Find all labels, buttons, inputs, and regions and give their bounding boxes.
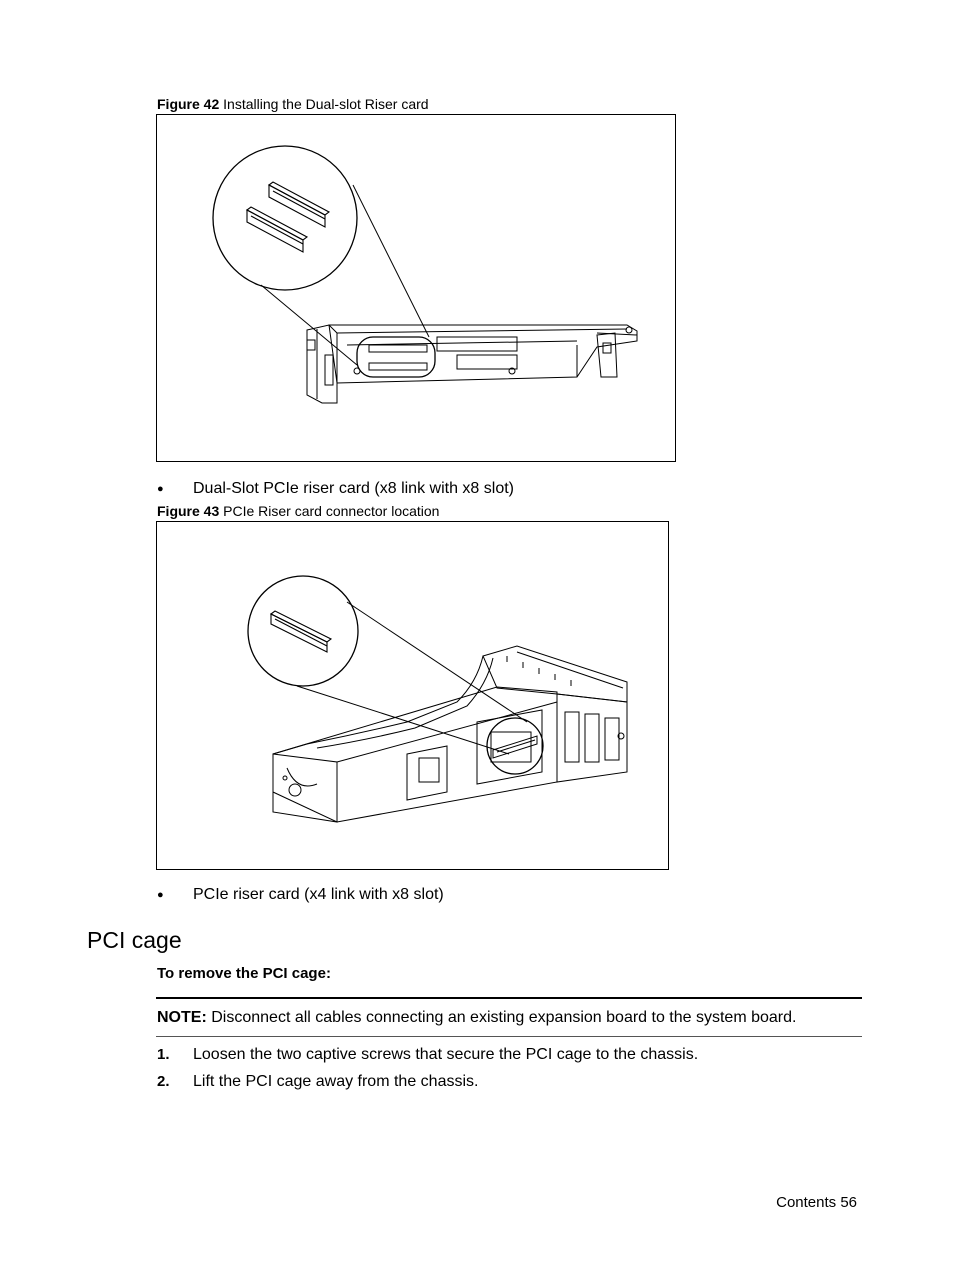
figure-43-caption-text: PCIe Riser card connector location xyxy=(223,503,440,519)
step-1-number: 1. xyxy=(157,1046,170,1063)
step-1-text: Loosen the two captive screws that secure the PCI cage to the chassis. xyxy=(193,1046,699,1063)
figure-43-bullet-text: PCIe riser card (x4 link with x8 slot) xyxy=(193,886,444,903)
step-1 xyxy=(157,1045,857,1065)
figure-42-caption-text: Installing the Dual-slot Riser card xyxy=(223,96,429,112)
step-2 xyxy=(157,1072,857,1092)
figure-42-illustration xyxy=(156,114,676,462)
bullet-icon: ● xyxy=(157,483,164,495)
note-label: NOTE: xyxy=(157,1009,207,1026)
section-title: PCI cage xyxy=(87,927,182,953)
figure-43-caption xyxy=(157,503,439,519)
figure-42-bullet xyxy=(157,479,657,499)
procedure-heading: To remove the PCI cage: xyxy=(157,965,331,982)
note-bottom-rule xyxy=(156,1036,862,1037)
figure-43-label: Figure 43 xyxy=(157,503,220,519)
figure-43-bullet xyxy=(157,885,657,905)
figure-42-caption xyxy=(157,96,429,112)
step-2-number: 2. xyxy=(157,1073,170,1090)
page-footer: Contents 56 xyxy=(776,1194,857,1211)
step-2-text: Lift the PCI cage away from the chassis. xyxy=(193,1073,479,1090)
bullet-icon: ● xyxy=(157,889,164,901)
figure-42-bullet-text: Dual-Slot PCIe riser card (x8 link with x8 slot) xyxy=(193,480,514,497)
figure-42-label: Figure 42 xyxy=(157,96,220,112)
figure-43-illustration xyxy=(156,521,669,870)
note xyxy=(157,1008,796,1028)
note-text: Disconnect all cables connecting an existing expansion board to the system board. xyxy=(211,1009,797,1026)
note-top-rule xyxy=(156,997,862,999)
